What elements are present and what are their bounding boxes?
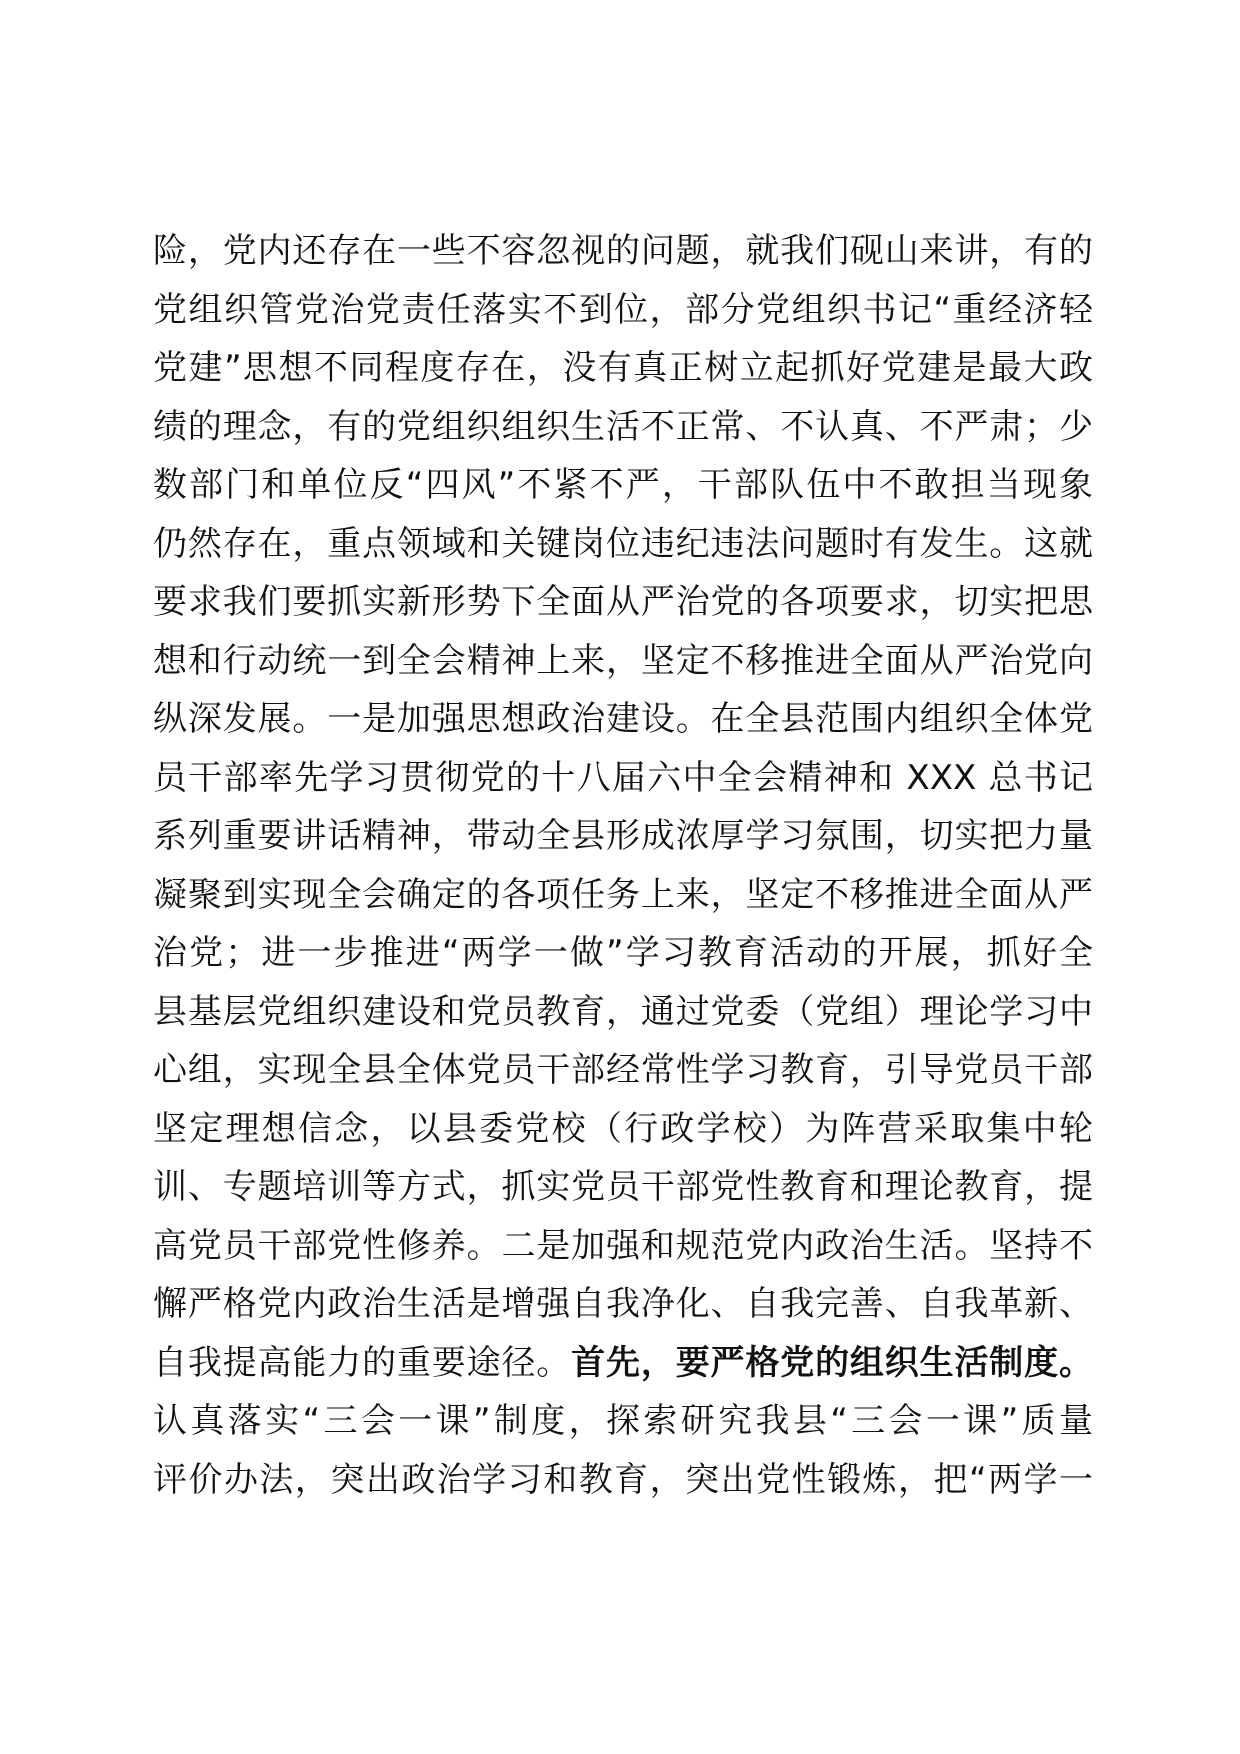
text-line: 县基层党组织建设和党员教育，通过党委（党组）理论学习中 (153, 991, 1093, 1032)
text-line: 险，党内还存在一些不容忽视的问题，就我们砚山来讲，有的 (153, 231, 1093, 271)
text-line: 懈严格党内政治生活是增强自我净化、自我完善、自我革新、 (153, 1284, 1093, 1324)
text-line: 仍然存在，重点领域和关键岗位违纪违法问题时有发生。这就 (153, 523, 1093, 564)
text-line: 凝聚到实现全会确定的各项任务上来，坚定不移推进全面从严 (153, 874, 1093, 915)
text-line: 党建”思想不同程度存在，没有真正树立起抓好党建是最大政 (153, 348, 1093, 388)
text-line-mixed (153, 1334, 1093, 1393)
text-line: 认真落实“三会一课”制度，探索研究我县“三会一课”质量 (153, 1401, 1093, 1441)
text-line: 数部门和单位反“四风”不紧不严，干部队伍中不敢担当现象 (153, 465, 1093, 505)
text-line: 系列重要讲话精神，带动全县形成浓厚学习氛围，切实把力量 (153, 816, 1093, 856)
text-line: 绩的理念，有的党组织组织生活不正常、不认真、不严肃；少 (153, 406, 1093, 447)
text-line: 坚定理想信念，以县委党校（行政学校）为阵营采取集中轮 (153, 1108, 1093, 1149)
text-line: 治党；进一步推进“两学一做”学习教育活动的开展，抓好全 (153, 933, 1093, 973)
text-line: 训、专题培训等方式，抓实党员干部党性教育和理论教育，提 (153, 1167, 1093, 1207)
bold-heading: 首先，要严格党的组织生活制度。 (571, 1342, 1094, 1383)
text-line: 想和行动统一到全会精神上来，坚定不移推进全面从严治党向 (153, 640, 1093, 681)
text-line: 党组织管党治党责任落实不到位，部分党组织书记“重经济轻 (153, 289, 1093, 330)
text-line: 心组，实现全县全体党员干部经常性学习教育，引导党员干部 (153, 1050, 1093, 1090)
text-line: 评价办法，突出政治学习和教育，突出党性锻炼，把“两学一 (153, 1459, 1093, 1500)
text-line: 纵深发展。一是加强思想政治建设。在全县范围内组织全体党 (153, 699, 1093, 739)
text-line: 要求我们要抓实新形势下全面从严治党的各项要求，切实把思 (153, 582, 1093, 622)
text-segment: 自我提高能力的重要途径。 (153, 1342, 572, 1383)
text-line: 员干部率先学习贯彻党的十八届六中全会精神和 XXX 总书记 (153, 757, 1093, 798)
text-line: 高党员干部党性修养。二是加强和规范党内政治生活。坚持不 (153, 1225, 1093, 1266)
body-text (153, 222, 1093, 1509)
